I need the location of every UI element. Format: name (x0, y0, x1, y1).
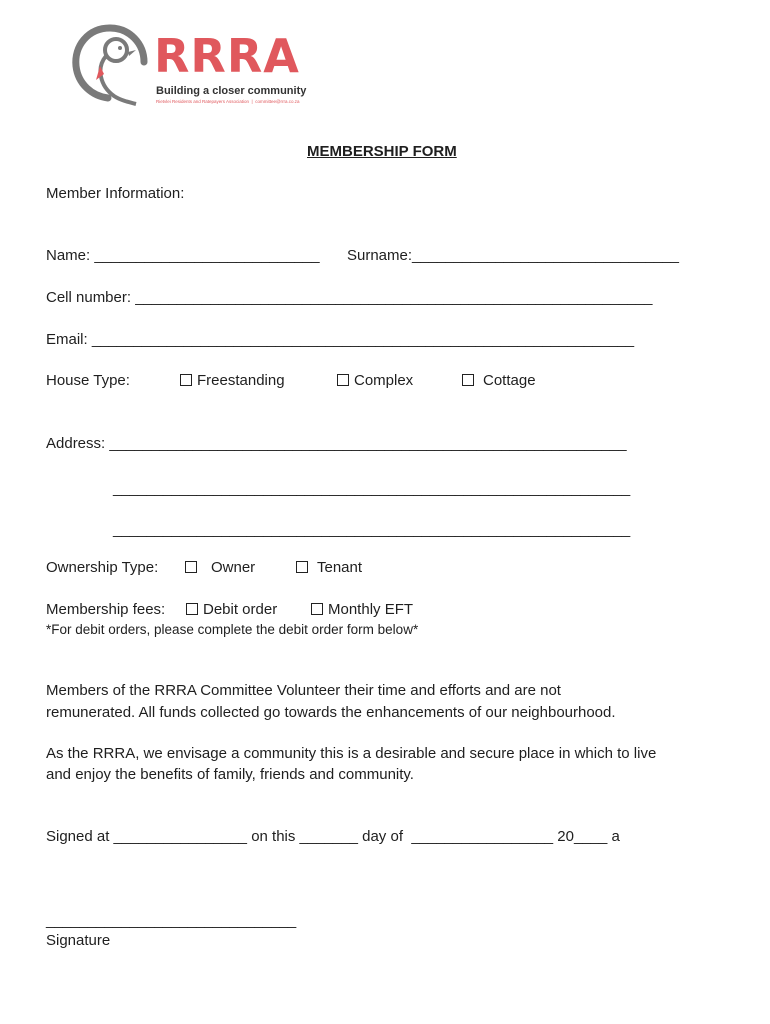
address-line-3[interactable]: ______________________________________________________________ (113, 521, 631, 538)
ownership-option-owner[interactable]: Owner (185, 559, 255, 577)
checkbox-icon[interactable] (180, 374, 192, 386)
paragraph-vision-line2: and enjoy the benefits of family, friends and community. (46, 766, 414, 783)
surname-field[interactable]: Surname:________________________________ (347, 247, 679, 264)
signature-label: Signature (46, 932, 111, 949)
address-field[interactable]: Address: ______________________________________________________________ (46, 435, 627, 452)
checkbox-icon[interactable] (186, 603, 198, 615)
logo-tagline: Building a closer community (156, 85, 307, 97)
ownership-option-tenant[interactable]: Tenant (296, 559, 362, 577)
rrra-logo-icon (70, 22, 150, 112)
cell-number-field[interactable]: Cell number: ______________________________________________________________ (46, 289, 653, 306)
logo-wordmark: RRRA (154, 29, 300, 83)
house-type-label: House Type: (46, 372, 130, 389)
checkbox-icon[interactable] (311, 603, 323, 615)
house-option-freestanding[interactable]: Freestanding (180, 372, 285, 390)
ownership-type-label: Ownership Type: (46, 559, 159, 576)
name-field[interactable]: Name: ___________________________ (46, 247, 320, 264)
checkbox-icon[interactable] (462, 374, 474, 386)
house-option-complex[interactable]: Complex (337, 372, 413, 390)
membership-fees-label: Membership fees: (46, 601, 166, 618)
fee-option-monthly-eft[interactable]: Monthly EFT (311, 601, 413, 619)
signature-line[interactable]: ______________________________ (46, 912, 297, 929)
checkbox-icon[interactable] (185, 561, 197, 573)
paragraph-volunteer-line2: remunerated. All funds collected go towards the enhancements of our neighbourhood. (46, 704, 616, 721)
logo-subline: Rietvlei Residents and Ratepayers Association | committee@rrra.co.za (156, 99, 300, 104)
fee-option-debit-order[interactable]: Debit order (186, 601, 277, 619)
paragraph-vision-line1: As the RRRA, we envisage a community this is a desirable and secure place in which to live (46, 745, 657, 762)
member-info-heading: Member Information: (46, 185, 185, 202)
address-line-2[interactable]: ______________________________________________________________ (113, 480, 631, 497)
house-option-cottage[interactable]: Cottage (462, 372, 536, 390)
email-field[interactable]: Email: _________________________________________________________________ (46, 331, 635, 348)
debit-order-note: *For debit orders, please complete the debit order form below* (46, 622, 419, 637)
signed-at-line[interactable]: Signed at ________________ on this _______ day of _________________ 20____ a (46, 828, 620, 845)
paragraph-volunteer-line1: Members of the RRRA Committee Volunteer their time and efforts and are not (46, 682, 561, 699)
form-title: MEMBERSHIP FORM (307, 143, 457, 160)
checkbox-icon[interactable] (337, 374, 349, 386)
checkbox-icon[interactable] (296, 561, 308, 573)
